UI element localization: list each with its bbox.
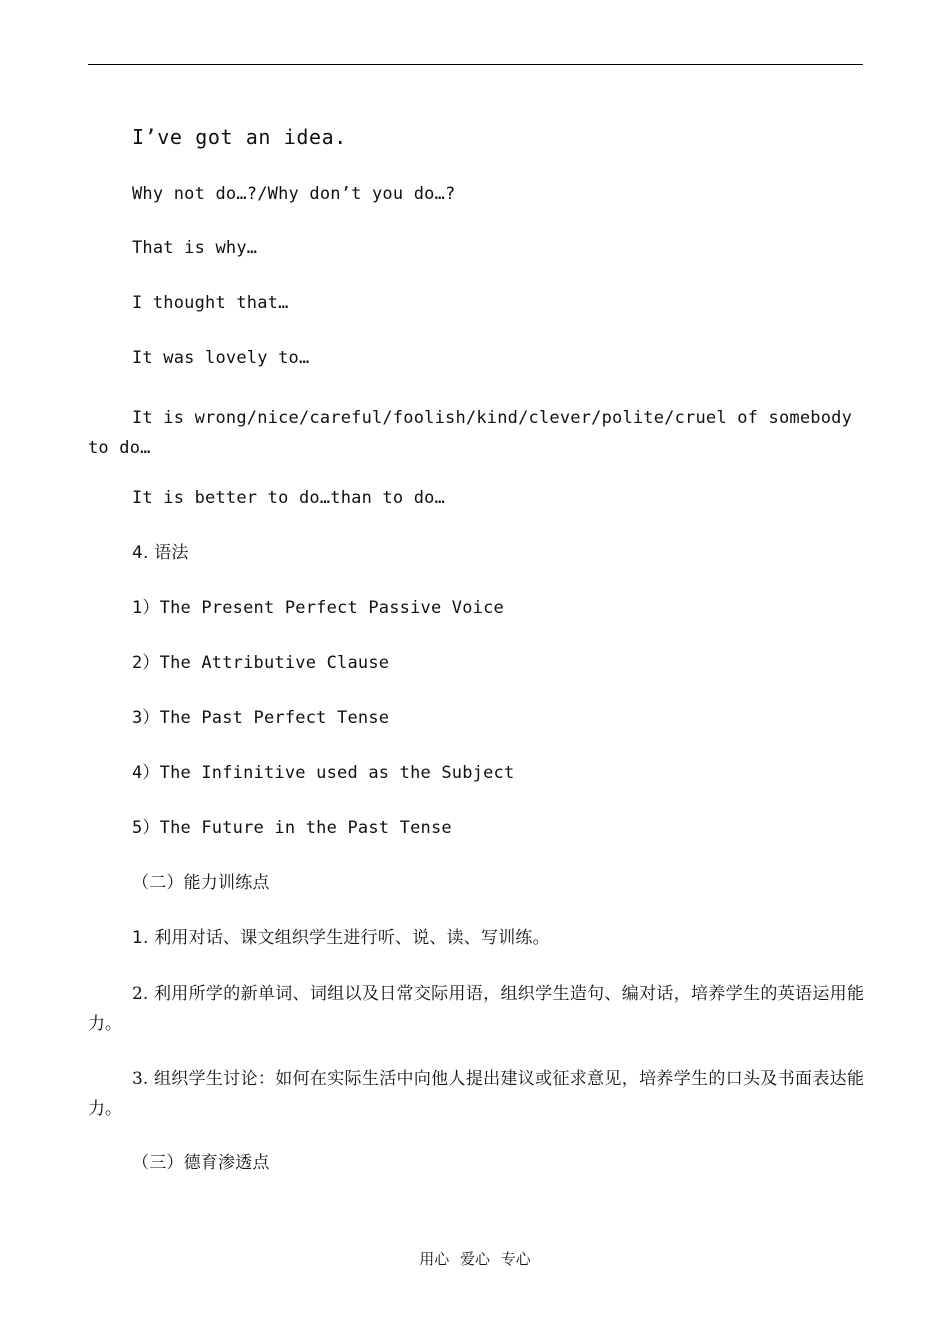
- phrase-line: It was lovely to…: [132, 348, 310, 368]
- ability-item: 3. 组织学生讨论：如何在实际生活中向他人提出建议或征求意见，培养学生的口头及书面表达能力。: [88, 1069, 864, 1119]
- grammar-heading: 4. 语法: [132, 543, 189, 563]
- grammar-item: 1）The Present Perfect Passive Voice: [132, 598, 504, 618]
- phrase-line: I’ve got an idea.: [132, 125, 347, 149]
- moral-heading: （三）德育渗透点: [132, 1153, 270, 1173]
- phrase-text: It is wrong/nice/careful/foolish/kind/clever/polite/cruel of somebody to do…: [88, 408, 853, 458]
- phrase-line: Why not do…?/Why don’t you do…?: [132, 184, 456, 204]
- ability-item: 1. 利用对话、课文组织学生进行听、说、读、写训练。: [132, 928, 550, 948]
- ability-heading: （二）能力训练点: [132, 873, 270, 893]
- page-footer: 用心 爱心 专心: [419, 1250, 531, 1268]
- grammar-item: 5）The Future in the Past Tense: [132, 818, 452, 838]
- phrase-line: That is why…: [132, 238, 258, 258]
- grammar-item: 3）The Past Perfect Tense: [132, 708, 390, 728]
- phrase-line: [88, 403, 863, 463]
- grammar-item: 2）The Attributive Clause: [132, 653, 390, 673]
- grammar-item: 4）The Infinitive used as the Subject: [132, 763, 515, 783]
- phrase-line: It is better to do…than to do…: [132, 488, 446, 508]
- header-rule: [88, 64, 863, 65]
- ability-item: 2. 利用所学的新单词、词组以及日常交际用语，组织学生造句、编对话，培养学生的英语运用能力。: [88, 984, 864, 1034]
- phrase-line: I thought that…: [132, 293, 289, 313]
